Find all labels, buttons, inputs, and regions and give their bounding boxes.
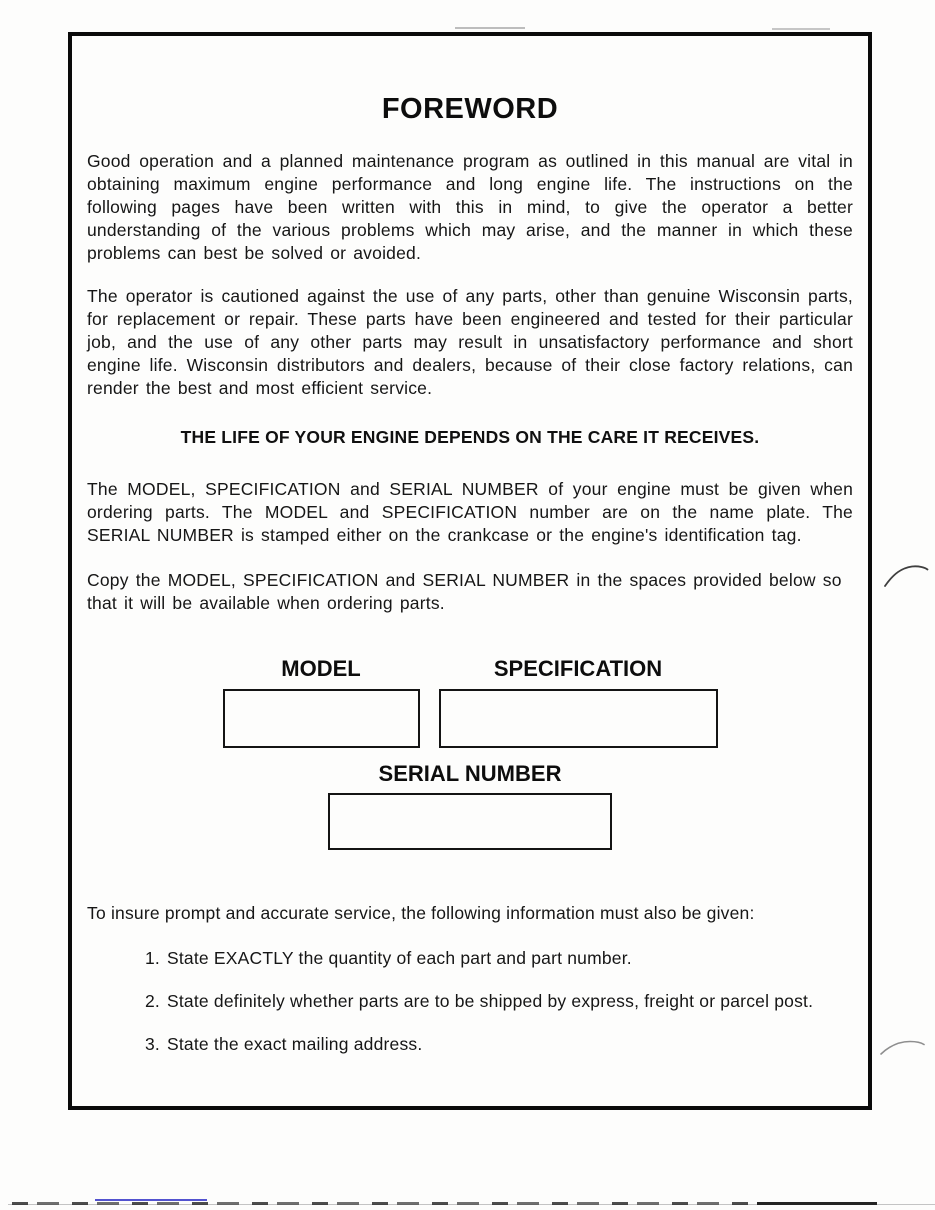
model-spec-label-row xyxy=(87,657,853,681)
scan-artifact-curl-upper xyxy=(882,560,930,590)
scan-artifact-bottom-dashes xyxy=(12,1202,872,1205)
scan-artifact-bottom-solid xyxy=(757,1202,877,1205)
instruction-item-1 xyxy=(87,947,853,970)
serial-number-label: SERIAL NUMBER xyxy=(378,761,562,786)
ordering-paragraph-1: The MODEL, SPECIFICATION and SERIAL NUMBER of your engine must be given when ordering parts. The MODEL and SPECIFICATION number are on the name plate. The SERIAL NUMBER is stamped either on the crankcase or the engine's identification tag. xyxy=(87,479,853,545)
instruction-1-text: State EXACTLY the quantity of each part and part number. xyxy=(167,948,632,968)
care-notice: THE LIFE OF YOUR ENGINE DEPENDS ON THE CARE IT RECEIVES. xyxy=(180,427,760,447)
instruction-3-text: State the exact mailing address. xyxy=(167,1034,423,1054)
model-label: MODEL xyxy=(281,656,361,681)
scan-artifact-top-speck xyxy=(772,28,830,30)
page-border-frame xyxy=(68,32,872,1110)
service-note: To insure prompt and accurate service, the following information must also be given: xyxy=(87,903,755,923)
scan-artifact-curl-lower xyxy=(877,1032,927,1062)
instruction-item-2 xyxy=(87,990,853,1013)
instruction-item-3 xyxy=(87,1033,853,1056)
intro-paragraph-2: The operator is cautioned against the use of any parts, other than genuine Wisconsin parts, for replacement or repair. These parts have been engineered and tested for their particular job, and the use of any other parts may result in unsatisfactory performance and short engine life. Wisconsin distributors and dealers, because of their close factory relations, can render the best and most efficient service. xyxy=(87,286,853,398)
instruction-1-number: 1. xyxy=(145,948,160,968)
ordering-paragraph-2: Copy the MODEL, SPECIFICATION and SERIAL NUMBER in the spaces provided below so that it will be available when ordering parts. xyxy=(87,570,842,613)
instruction-2-text: State definitely whether parts are to be shipped by express, freight or parcel post. xyxy=(167,991,814,1011)
serial-number-fill-in-box xyxy=(328,793,612,850)
model-fill-in-box xyxy=(223,689,420,748)
intro-paragraph-1: Good operation and a planned maintenance program as outlined in this manual are vital in obtaining maximum engine performance and long engine life. The instructions on the following pages have been written with this in mind, to give the operator a better understanding of the various problems which may arise, and the manner in which these problems can best be solved or avoided. xyxy=(87,151,853,263)
specification-label: SPECIFICATION xyxy=(493,656,663,681)
page-title: FOREWORD xyxy=(381,93,559,125)
specification-fill-in-box xyxy=(439,689,718,748)
model-spec-box-row xyxy=(87,689,853,748)
scan-artifact-top-speck xyxy=(455,27,525,29)
instruction-3-number: 3. xyxy=(145,1034,160,1054)
instruction-2-number: 2. xyxy=(145,991,160,1011)
scan-artifact-blue-line xyxy=(95,1199,207,1201)
